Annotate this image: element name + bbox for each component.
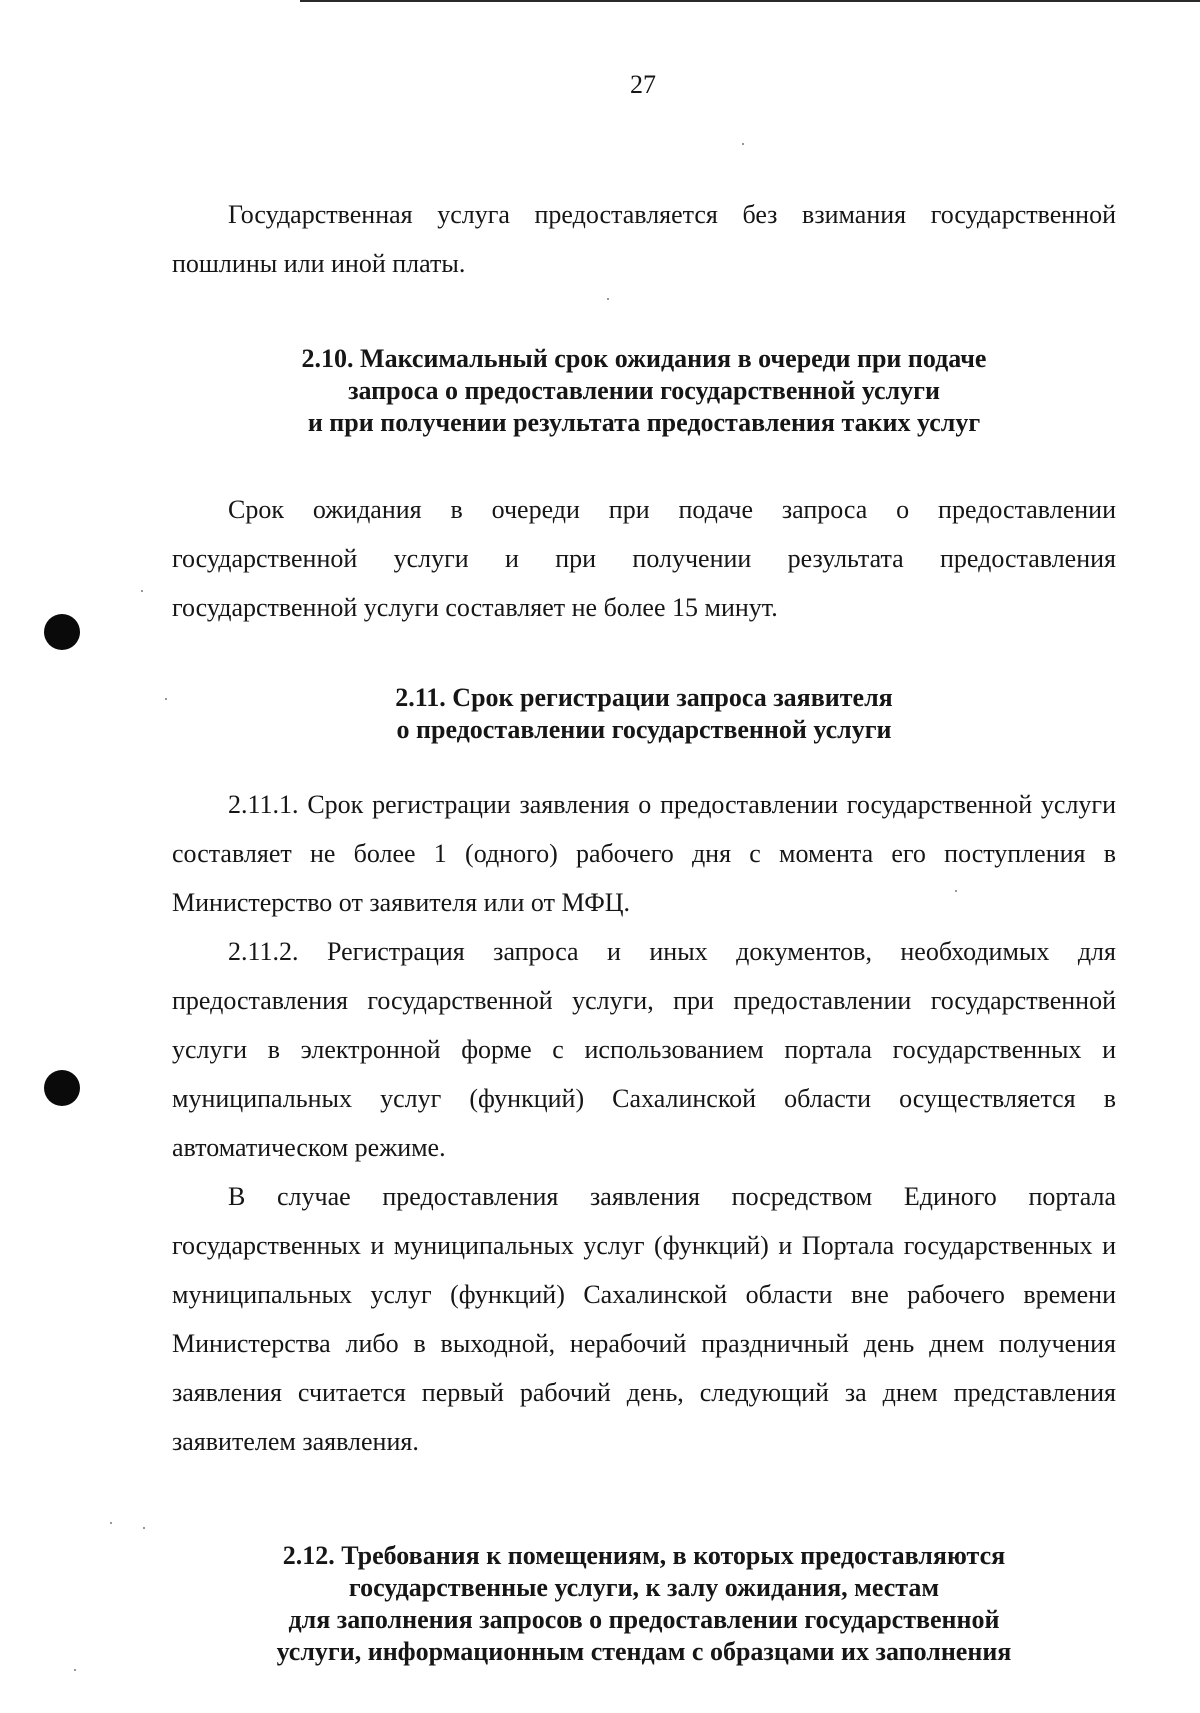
document-body	[172, 190, 1116, 1668]
paragraph-2-11-1: 2.11.1. Срок регистрации заявления о предоставлении государственной услуги составляет не более 1 (одного) рабочего дня с момента его поступления в Министерство от заявителя или от МФЦ.	[172, 790, 1116, 917]
paragraph-wait-time: Срок ожидания в очереди при подаче запроса о предоставлении государственной услуги и при получении результата предоставления государственной услуги составляет не более 15 минут.	[172, 495, 1116, 622]
punch-hole-upper	[44, 614, 80, 650]
scan-speck	[74, 1669, 76, 1671]
heading-2-10-line-3: и при получении результата предоставления таких услуг	[307, 408, 981, 437]
heading-2-11-line-1: 2.11. Срок регистрации запроса заявителя	[395, 683, 893, 712]
heading-2-12-line-2: государственные услуги, к залу ожидания, местам	[348, 1573, 940, 1602]
page-number: 27	[630, 70, 656, 99]
heading-2-12-line-1: 2.12. Требования к помещениям, в которых предоставляются	[282, 1541, 1006, 1570]
heading-2-12	[172, 1540, 1116, 1668]
heading-2-10-line-1: 2.10. Максимальный срок ожидания в очереди при подаче	[301, 344, 987, 373]
paragraph-portal-registration: В случае предоставления заявления посредством Единого портала государственных и муниципальных услуг (функций) и Портала государственных и муниципальных услуг (функций) Сахалинской области вне рабочего времени Министерства либо в выходной, нерабочий праздничный день днем получения заявления считается первый рабочий день, следующий за днем представления заявителем заявления.	[172, 1182, 1116, 1456]
heading-2-12-line-4: услуги, информационным стендам с образцами их заполнения	[276, 1637, 1012, 1666]
heading-2-11-line-2: о предоставлении государственной услуги	[396, 715, 892, 744]
heading-2-10	[172, 343, 1116, 439]
paragraph-2-11-2: 2.11.2. Регистрация запроса и иных документов, необходимых для предоставления государственной услуги, при предоставлении государственной услуги в электронной форме с использованием портала государственных и муниципальных услуг (функций) Сахалинской области осуществляется в автоматическом режиме.	[172, 937, 1116, 1162]
scan-speck	[110, 1522, 112, 1524]
scan-speck	[165, 698, 167, 700]
heading-2-11	[172, 682, 1116, 746]
heading-2-10-line-2: запроса о предоставлении государственной услуги	[348, 376, 940, 405]
scan-speck	[143, 1527, 145, 1529]
scan-speck	[742, 143, 744, 145]
paragraph-fee: Государственная услуга предоставляется без взимания государственной пошлины или иной платы.	[172, 200, 1116, 278]
scan-speck	[141, 590, 143, 592]
heading-2-12-line-3: для заполнения запросов о предоставлении государственной	[288, 1605, 1000, 1634]
scan-top-border	[300, 0, 1200, 2]
punch-hole-lower	[44, 1070, 80, 1106]
